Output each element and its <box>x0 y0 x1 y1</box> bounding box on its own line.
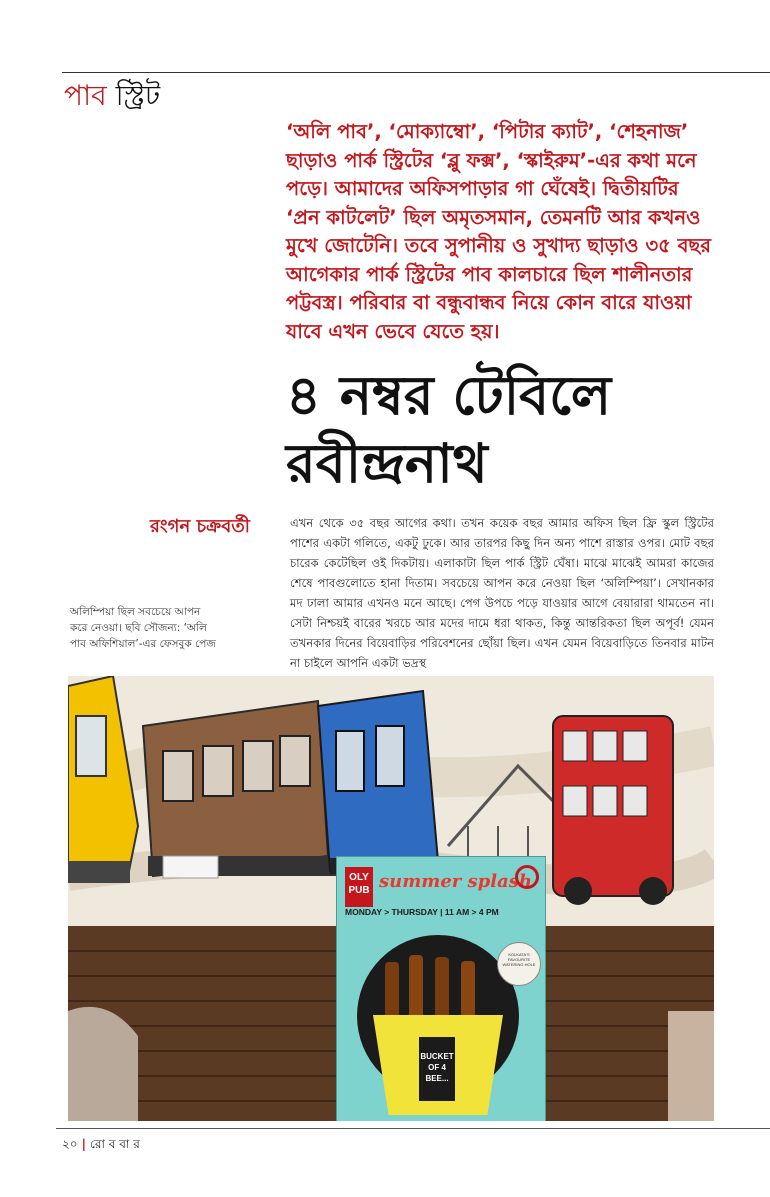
poster-brand-line-2: PUB <box>348 885 370 896</box>
bucket-line-3: BEE... <box>425 1074 449 1083</box>
page-footer <box>62 1136 140 1156</box>
bucket-line-2: OF 4 <box>428 1063 446 1072</box>
magazine-name: রো ব বা র <box>90 1137 140 1151</box>
section-label-black: স্ট্রিট <box>115 79 161 112</box>
article-photo <box>68 676 714 1121</box>
poster-brand-line-1: OLY <box>349 872 369 883</box>
bottle-icon <box>435 957 449 1021</box>
footer-separator: | <box>81 1137 86 1151</box>
photo-caption: অলিম্পিয়া ছিল সবচেয়ে আপন করে নেওয়া। ছবি সৌজন্য: ‘অলি পাব অফিশিয়াল’-এর ফেসবুক পেজ <box>70 606 216 650</box>
headline <box>286 362 756 498</box>
bucket-line-1: BUCKET <box>420 1052 454 1061</box>
headline-line-1: ৪ নম্বর টেবিলে <box>286 364 612 427</box>
tram-mural <box>143 701 338 876</box>
section-label <box>64 78 160 114</box>
bottle-icon <box>461 961 475 1021</box>
bottle-icon <box>385 962 399 1022</box>
bottle-icon <box>409 955 423 1021</box>
section-label-red: পাব <box>64 79 107 112</box>
intro-paragraph: ‘অলি পাব’, ‘মোক্যাম্বো’, ‘পিটার ক্যাট’, ‘শেহনাজ’ ছাড়াও পার্ক স্ট্রিটের ‘ব্লু ফক্স’, ‘স্কাইরুম’-এর কথা মনে পড়ে। আমাদের অফিসপাড়ার গা ঘেঁষেই। দ্বিতীয়টির ‘প্রন কাটলেট’ ছিল অমৃতসমান, তেমনটি আর কখনও মুখে জোটেনি। তবে সুপানীয় ও সুখাদ্য ছাড়াও ৩৫ বছর আগেকার পার্ক স্ট্রিটের পাব কালচারে ছিল শালীনতার পট্টবস্ত্র। পরিবার বা বন্ধুবান্ধব নিয়ে কোন বারে যাওয়া যাবে এখন ভেবে যেতে হয়। <box>286 120 711 343</box>
poster-badge <box>497 942 541 986</box>
headline-line-2: রবীন্দ্রনাথ <box>286 432 488 495</box>
poster-badge-text: KOLKATA'S FAVOURITE WATERING HOLE <box>502 952 536 967</box>
top-rule <box>62 72 770 73</box>
page-number: ২০ <box>62 1137 78 1151</box>
bucket-label <box>419 1037 455 1101</box>
byline: রংগন চক্রবর্তী <box>150 516 250 537</box>
blue-tram-mural <box>318 691 445 874</box>
poster-title: summer splash <box>379 871 532 892</box>
pub-poster <box>336 856 546 1121</box>
double-decker-mural <box>553 716 673 905</box>
poster-schedule: MONDAY > THURSDAY | 11 AM > 4 PM <box>345 907 499 917</box>
bottom-rule <box>56 1128 770 1129</box>
poster-logo <box>345 867 373 907</box>
sun-icon <box>515 865 539 889</box>
body-paragraph: এখন থেকে ৩৫ বছর আগের কথা। তখন কয়েক বছর আমার অফিস ছিল ফ্রি স্কুল স্ট্রিটের পাশের একটা গলিতে, একটু ঢুকে। আর তারপর কিছু দিন অন্য পাশে রাস্তার ওপর। মোট বছর চারেক কেটেছিল ওই দিকটায়। এলাকাটা ছিল পার্ক স্ট্রিট ঘেঁষা। মাঝে মাঝেই আমরা কাজের শেষে পাবগুলোতে হানা দিতাম। সবচেয়ে আপন করে নেওয়া ছিল ‘অলিম্পিয়া’। সেখানকার মদ ঢালা আমার এখনও মনে আছে। পেগ উপচে পড়ে যাওয়ার আগে বেয়ারারা থামতেন না। সেটা নিশ্চয়ই বারের খরচে আর মদের দামে ধরা থাকত, কিন্তু আন্তরিকতা ছিল অপূর্ব! যেমন তখনকার দিনের বিয়েবাড়ির পরিবেশনের ছোঁয়া ছিল। এখন যেমন বিয়েবাড়িতে তিনবার মাটন না চাইলে আপনি একটা ভদ্রস্থ <box>290 516 714 670</box>
